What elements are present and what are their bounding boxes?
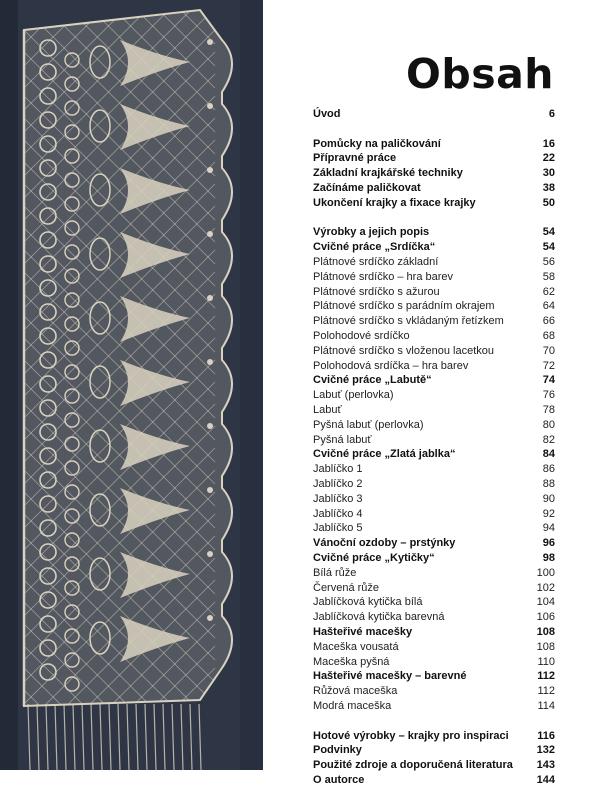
toc-entry-page: 22 xyxy=(542,152,555,165)
toc-entry xyxy=(313,329,555,344)
toc-entry-title: Plátnové srdíčko s ažurou xyxy=(313,285,440,298)
toc-entry-page: 78 xyxy=(542,404,555,416)
toc-entry-page: 72 xyxy=(542,359,555,372)
toc-entry-title: Plátnové srdíčko s vkládaným řetízkem xyxy=(313,315,504,328)
toc-entry xyxy=(313,314,555,329)
toc-entry-title: Labuť xyxy=(313,404,342,416)
toc-entry-title: Vánoční ozdoby – prstýnky xyxy=(313,537,456,550)
toc-entry-page: 108 xyxy=(536,640,555,653)
toc-entry-page: 94 xyxy=(542,522,555,535)
toc-entry-page: 82 xyxy=(542,433,555,446)
toc-entry-page: 92 xyxy=(542,507,555,520)
toc-entry xyxy=(313,595,555,610)
toc-entry-title: Hotové výrobky – krajky pro inspiraci xyxy=(313,729,509,742)
toc-entry-title: Výrobky a jejich popis xyxy=(313,226,430,239)
toc-entry-page: 62 xyxy=(542,285,555,298)
toc-entry-page: 98 xyxy=(542,552,555,564)
toc-entry xyxy=(313,610,555,625)
toc-entry-title: Růžová maceška xyxy=(313,685,398,698)
toc-entry-page: 54 xyxy=(542,226,555,239)
toc-entry-page: 58 xyxy=(542,270,555,283)
toc-entry xyxy=(313,729,555,744)
toc-entry-page: 116 xyxy=(537,729,555,742)
toc-entry-page: 54 xyxy=(542,241,555,254)
toc-entry-title: Jablíčko 2 xyxy=(313,478,363,490)
toc-entry xyxy=(313,536,555,551)
toc-entry-title: Použité zdroje a doporučená literatura xyxy=(313,759,513,772)
toc-entry-title: Maceška pyšná xyxy=(313,655,390,668)
toc-entry-title: Jablíčko 5 xyxy=(313,522,363,535)
toc-entry-page: 112 xyxy=(537,670,555,683)
toc-entry-title: Bílá růže xyxy=(313,566,357,579)
toc-entry xyxy=(313,462,555,477)
toc-entry xyxy=(313,359,555,374)
toc-entry-page: 112 xyxy=(537,685,555,698)
toc-entry-title: Pomůcky na paličkování xyxy=(313,137,441,150)
toc-entry-page: 106 xyxy=(536,611,555,624)
toc-entry xyxy=(313,166,555,181)
toc-entry xyxy=(313,403,555,418)
toc-entry xyxy=(313,669,555,684)
toc-entry-title: Úvod xyxy=(313,108,341,120)
toc-entry-title: Jablíčko 3 xyxy=(313,492,363,505)
toc-entry-page: 30 xyxy=(542,167,555,180)
toc-entry-page: 104 xyxy=(536,596,555,609)
lace-photo xyxy=(0,0,263,770)
toc-entry xyxy=(313,270,555,285)
toc-entry-title: Jablíčko 1 xyxy=(313,463,363,476)
toc-entry xyxy=(313,433,555,448)
toc-entry-page: 88 xyxy=(542,478,555,490)
toc-entry-page: 143 xyxy=(536,759,555,772)
toc-entry-title: Plátnové srdíčko základní xyxy=(313,256,439,268)
toc-entry-title: Jablíčková kytička barevná xyxy=(313,611,445,624)
toc-entry-title: Plátnové srdíčko – hra barev xyxy=(313,270,454,283)
toc-entry xyxy=(313,137,555,152)
lace-illustration xyxy=(0,0,263,770)
toc-entry-page: 96 xyxy=(542,537,555,550)
toc-entry-title: Cvičné práce „Labutě“ xyxy=(313,374,432,387)
toc-entry xyxy=(313,773,555,788)
toc-entry xyxy=(313,285,555,300)
toc-entry-title: Pyšná labuť xyxy=(313,433,372,446)
toc-entry-title: Jablíčko 4 xyxy=(313,507,363,520)
toc-entry-title: Základní krajkářské techniky xyxy=(313,167,463,180)
toc-entry xyxy=(313,344,555,359)
toc-entry-page: 66 xyxy=(542,315,555,328)
toc-entry xyxy=(313,699,555,714)
toc-entry xyxy=(313,225,555,240)
toc-entry-title: Hašteřivé macešky – barevné xyxy=(313,670,467,683)
toc-entry-title: Plátnové srdíčko s parádním okrajem xyxy=(313,300,495,313)
toc-entry-title: O autorce xyxy=(313,774,365,786)
toc-entry xyxy=(313,581,555,596)
toc-entry-page: 68 xyxy=(542,330,555,342)
toc-entry xyxy=(313,373,555,388)
toc-entry xyxy=(313,507,555,522)
toc-entry xyxy=(313,418,555,433)
toc-entry-page: 110 xyxy=(537,655,555,668)
toc-entry-page: 16 xyxy=(542,137,555,150)
toc-entry-page: 132 xyxy=(536,744,555,757)
toc-entry-page: 114 xyxy=(537,700,555,712)
toc-entry-page: 38 xyxy=(542,182,555,194)
toc-entry-page: 84 xyxy=(542,448,555,461)
toc-entry-title: Cvičné práce „Kytičky“ xyxy=(313,552,435,564)
toc-entry xyxy=(313,107,555,122)
toc-entry xyxy=(313,492,555,507)
toc-entry xyxy=(313,743,555,758)
toc-entry-page: 108 xyxy=(536,626,555,638)
toc-entry-title: Cvičné práce „Zlatá jablka“ xyxy=(313,448,456,461)
toc-entry xyxy=(313,255,555,270)
toc-entry xyxy=(313,655,555,670)
toc-entry xyxy=(313,625,555,640)
toc-entry-title: Pyšná labuť (perlovka) xyxy=(313,418,424,431)
toc-entry-page: 64 xyxy=(542,300,555,313)
toc-entry xyxy=(313,758,555,773)
toc-entry xyxy=(313,299,555,314)
toc-entry xyxy=(313,181,555,196)
toc-entry-page: 102 xyxy=(536,581,555,594)
toc-entry-page: 76 xyxy=(542,389,555,402)
toc-entry-page: 90 xyxy=(542,492,555,505)
toc-entry-title: Začínáme paličkovat xyxy=(313,182,421,194)
toc-entry xyxy=(313,684,555,699)
toc-entry-page: 86 xyxy=(542,463,555,476)
toc-entry xyxy=(313,566,555,581)
toc-entry-title: Červená růže xyxy=(313,581,380,594)
page-title: Obsah xyxy=(406,50,554,98)
toc-entry-page: 74 xyxy=(542,374,555,387)
toc-entry xyxy=(313,640,555,655)
toc-entry-page: 80 xyxy=(542,418,555,431)
toc-entry xyxy=(313,151,555,166)
toc-entry-title: Přípravné práce xyxy=(313,152,397,165)
contents-page xyxy=(263,0,600,786)
toc-entry xyxy=(313,196,555,211)
toc-entry xyxy=(313,240,555,255)
toc-entry xyxy=(313,388,555,403)
toc-entry-title: Labuť (perlovka) xyxy=(313,389,394,402)
toc-entry xyxy=(313,551,555,566)
toc-entry-title: Polohodová srdíčka – hra barev xyxy=(313,359,469,372)
toc-entry xyxy=(313,477,555,492)
toc-entry xyxy=(313,447,555,462)
toc-entry-title: Jablíčková kytička bílá xyxy=(313,596,423,609)
toc-entry-title: Polohodové srdíčko xyxy=(313,330,410,342)
toc-entry-page: 100 xyxy=(536,566,555,579)
toc-entry-title: Modrá maceška xyxy=(313,700,392,712)
toc-entry-title: Cvičné práce „Srdíčka“ xyxy=(313,241,436,254)
toc-entry-page: 144 xyxy=(536,774,555,786)
toc-entry-page: 70 xyxy=(542,344,555,357)
toc-entry-title: Plátnové srdíčko s vloženou lacetkou xyxy=(313,344,494,357)
toc-entry-title: Ukončení krajky a fixace krajky xyxy=(313,196,476,209)
toc-entry-page: 56 xyxy=(542,256,555,268)
toc-entry xyxy=(313,521,555,536)
toc-entry-title: Hašteřivé macešky xyxy=(313,626,413,638)
toc-entry-page: 6 xyxy=(548,108,555,120)
toc-entry-title: Podvinky xyxy=(313,744,362,757)
toc-entry-page: 50 xyxy=(542,196,555,209)
toc-entry-title: Maceška vousatá xyxy=(313,640,399,653)
